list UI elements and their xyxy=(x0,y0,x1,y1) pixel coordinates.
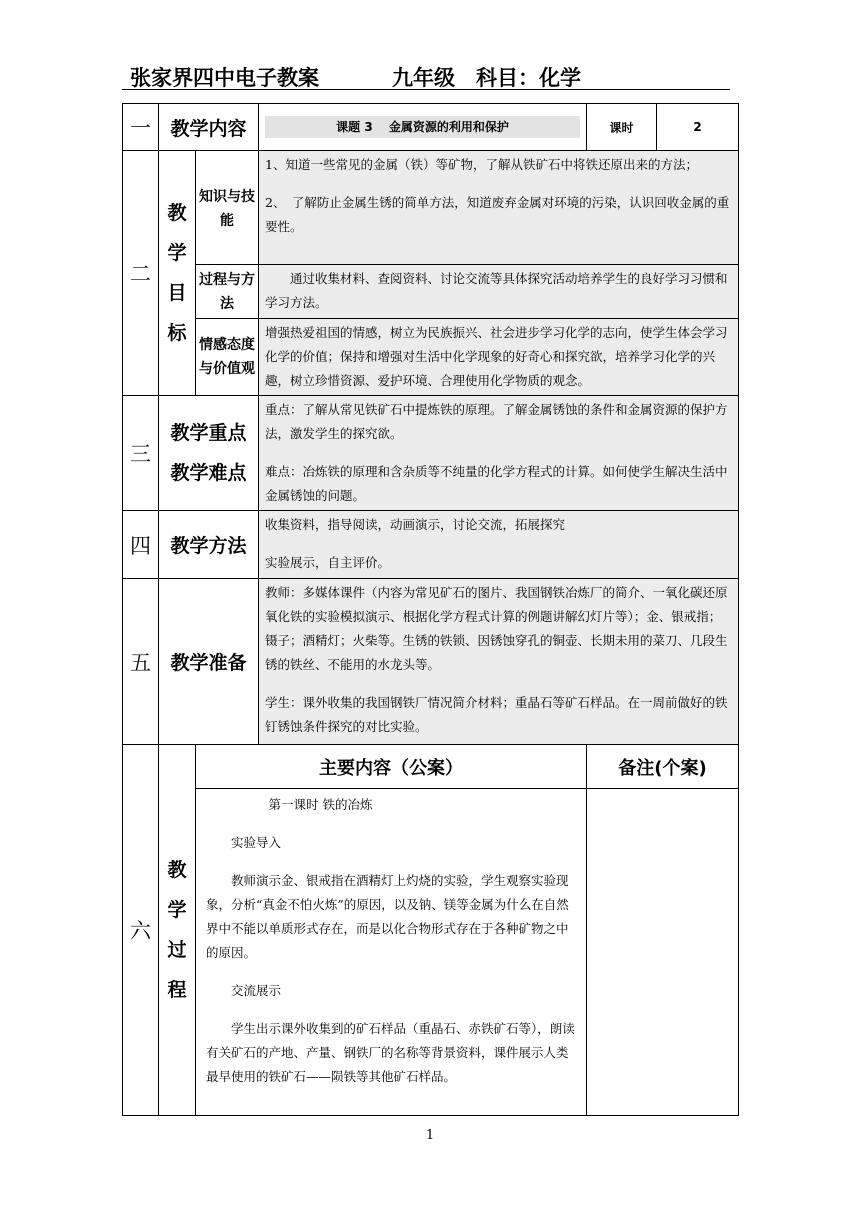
row-number: 四 xyxy=(123,511,159,579)
knowledge-skills-text: 1、知道一些常见的金属（铁）等矿物，了解从铁矿石中将铁还原出来的方法； 2、 了解防止金属生锈的简单方法，知道废弃金属对环境的污染，认识回收金属的重要性。 xyxy=(259,151,739,265)
period-value: 2 xyxy=(657,104,739,151)
row-teaching-preparation xyxy=(123,579,739,745)
row-number: 一 xyxy=(123,104,159,151)
row-teaching-content xyxy=(123,104,739,151)
method-line-2: 实验展示，自主评价。 xyxy=(265,555,391,570)
row-teaching-method xyxy=(123,511,739,579)
period-label: 课时 xyxy=(587,104,657,151)
method-line-1: 收集资料，指导阅读，动画演示，讨论交流，拓展探究 xyxy=(265,517,566,532)
section-heading: 交流展示 xyxy=(231,983,282,998)
row-number: 二 xyxy=(123,151,159,396)
lesson-plan-table xyxy=(122,103,739,1116)
lesson-topic: 课题 3 金属资源的利用和保护 xyxy=(265,116,580,138)
page-number: 1 xyxy=(425,1128,435,1143)
section-heading: 实验导入 xyxy=(231,835,282,850)
lesson-section-title: 第一课时 铁的冶炼 xyxy=(268,797,373,812)
row-label: 教学方法 xyxy=(159,511,259,579)
emotion-values-text: 增强热爱祖国的情感，树立为民族振兴、社会进步学习化学的志向，使学生体会学习化学的价值；保持和增强对生活中化学现象的好奇心和探究欲，培养学习化学的兴趣，树立珍惜资源、爱护环境、合理使用化学物质的观念。 xyxy=(265,325,728,388)
key-points-text: 重点：了解从常见铁矿石中提炼铁的原理。了解金属锈蚀的条件和金属资源的保护方法，激发学生的探究欲。 xyxy=(265,402,728,441)
paragraph: 学生出示课外收集到的矿石样品（重晶石、赤铁矿石等），朗读有关矿石的产地、产量、钢铁厂的名称等背景资料，课件展示人类最早使用的铁矿石——陨铁等其他矿石样品。 xyxy=(206,1021,575,1084)
subject-label: 科目：化学 xyxy=(476,66,581,90)
objectives-label: 教 学 目 标 xyxy=(159,151,196,396)
process-method-label: 过程与方法 xyxy=(196,265,259,319)
emotion-values-label: 情感态度与价值观 xyxy=(196,319,259,396)
knowledge-skills-label: 知识与技能 xyxy=(196,151,259,265)
notes-header: 备注(个案) xyxy=(587,745,739,789)
row-objectives-knowledge xyxy=(123,151,739,265)
header-rule xyxy=(122,89,730,90)
teacher-preparation: 教师：多媒体课件（内容为常见矿石的图片、我国钢铁冶炼厂的简介、一氧化碳还原氧化铁的实验模拟演示、根据化学方程式计算的例题讲解幻灯片等）；金、银戒指；镊子；酒精灯；火柴等。生锈的铁锁、因锈蚀穿孔的铜壶、长期未用的菜刀、几段生锈的铁丝、不能用的水龙头等。 xyxy=(265,585,728,672)
notes-content xyxy=(587,789,739,1116)
difficult-points-text: 难点：冶炼铁的原理和含杂质等不纯量的化学方程式的计算。如何使学生解决生活中金属锈蚀的问题。 xyxy=(265,464,728,503)
row-label: 教学内容 xyxy=(159,104,259,151)
row-objectives-emotion xyxy=(123,319,739,396)
row-key-difficult xyxy=(123,396,739,511)
school-title: 张家界四中电子教案 xyxy=(130,66,319,90)
row-number: 五 xyxy=(123,579,159,745)
row-objectives-process xyxy=(123,265,739,319)
main-content-header: 主要内容（公案） xyxy=(196,745,587,789)
grade-label: 九年级 xyxy=(392,66,455,90)
page-header xyxy=(130,62,730,90)
difficult-points-label: 教学难点 xyxy=(170,462,247,484)
row-process-content xyxy=(123,789,739,1116)
row-process-header xyxy=(123,745,739,789)
process-label: 教 学 过 程 xyxy=(159,745,196,1116)
key-points-label: 教学重点 xyxy=(170,422,247,444)
row-label: 教学准备 xyxy=(159,579,259,745)
row-number: 六 xyxy=(123,745,159,1116)
paragraph: 教师演示金、银戒指在酒精灯上灼烧的实验，学生观察实验现象，分析“真金不怕火炼”的原因，以及钠、镁等金属为什么在自然界中不能以单质形式存在，而是以化合物形式存在于各种矿物之中的原因。 xyxy=(206,873,569,960)
main-content xyxy=(196,789,587,1116)
student-preparation: 学生：课外收集的我国钢铁厂情况简介材料；重晶石等矿石样品。在一周前做好的铁钉锈蚀条件探究的对比实验。 xyxy=(265,695,728,734)
process-method-text: 通过收集材料、查阅资料、讨论交流等具体探究活动培养学生的良好学习习惯和学习方法。 xyxy=(265,271,728,310)
row-number: 三 xyxy=(123,396,159,511)
